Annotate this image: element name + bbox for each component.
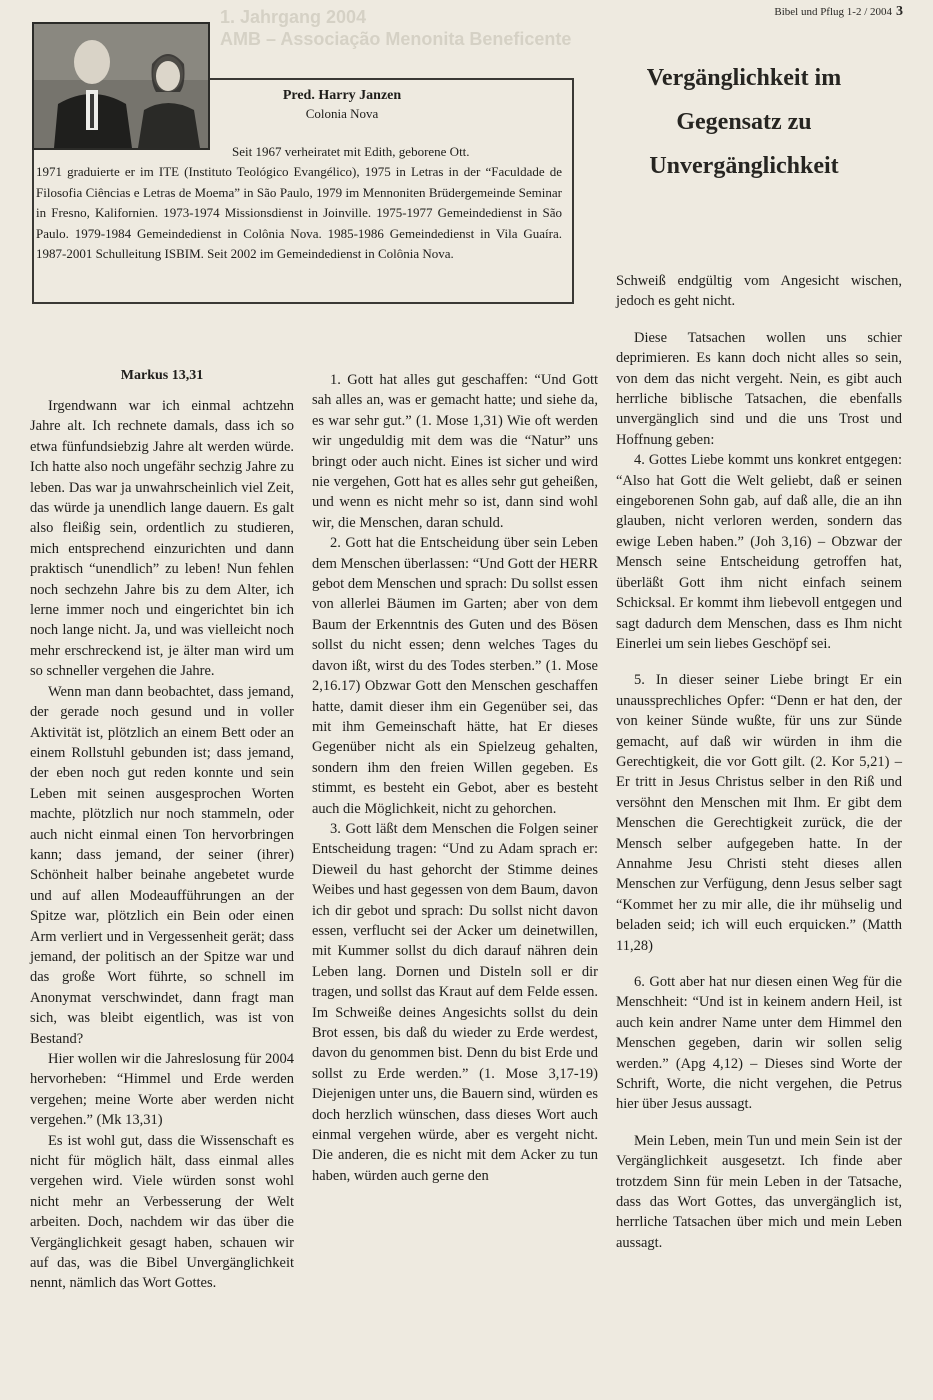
paragraph: Schweiß endgültig vom Angesicht wischen, jedoch es geht nicht. bbox=[616, 273, 902, 310]
paragraph: Hier wollen wir die Jahreslosung für 2004 hervorheben: “Himmel und Erde werden vergehen; meine Worte aber werden nicht vergehen.” (Mk 13,31) bbox=[30, 1051, 294, 1129]
portrait-image bbox=[34, 24, 208, 148]
paragraph: Irgendwann war ich einmal achtzehn Jahre alt. Ich rechnete damals, dass ich so etwa fünfundsiebzig Jahre alt werden würde. Ich hatte also noch ungefähr sechzig Jahre zu leben. Das war ja unwahrscheinlich viel Zeit, das würde ja unendlich lange dauern. Es galt also fleißig sein, ordentlich zu studieren, mich entsprechend einzurichten und dann praktisch “unendlich” zu leben! Nun fehlen noch sechzehn Jahre bis zu dem Alter, ich lerne immer noch und eingerichtet bin ich noch lange nicht. Ja, und was vielleicht noch mehr erschreckend ist, je älter man wird um so schneller vergehen die Jahre. bbox=[30, 398, 294, 680]
paragraph: 2. Gott hat die Entscheidung über sein Leben dem Menschen überlassen: “Und Gott der HERR gebot dem Menschen und sprach: Du sollst essen von allerlei Bäumen im Garten; aber von dem Baum der Erkenntnis des Guten und des Bösen sollst du nicht essen; denn welches Tages du davon ißt, wirst du des Todes sterben.” (1. Mose 2,16.17) Obzwar Gott den Menschen geschaffen hatte, damit dieser ihm ein Gegenüber sei, das mit ihm Gemeinschaft hätte, hat Er dieses Gegenüber nicht als ein Spielzeug gehalten, sondern ihm den freien Willen gegeben. Es stimmt, es besteht ein Gebot, aber es besteht auch die Möglichkeit, nicht zu gehorchen. bbox=[312, 535, 598, 817]
bleed-through-line: AMB – Associação Menonita Beneficente bbox=[220, 29, 572, 49]
journal-name: Bibel und Pflug 1-2 / 2004 bbox=[774, 6, 892, 18]
bio-text bbox=[36, 142, 562, 264]
paragraph: 5. In dieser seiner Liebe bringt Er ein unaussprechliches Opfer: “Denn er hat den, der von keiner Sünde wußte, für uns zur Sünde gemacht, auf daß wir würden in ihm die Gerechtigkeit, die vor Gott gilt. (2. Kor 5,21) – Er tritt in Jesus Christus selber in den Riß und versöhnt den Menschen mit Ihm. Er gibt dem Menschen die Gerechtigkeit zurück, die der Mensch selber aufgegeben hatte. In der Annahme Jesu Christi steht dieses allen Menschen zur Verfügung, denn Jesus selber sagt “Kommet her zu mir alle, die ihr mühselig und beladen seid; ich will euch erquicken.” (Matth 11,28) bbox=[616, 672, 902, 954]
paragraph: 1. Gott hat alles gut geschaffen: “Und Gott sah alles an, was er gemacht hatte; und siehe da, es war sehr gut.” (1. Mose 1,31) Wie oft werden wir ungeduldig mit dem was die “Natur” uns bringt oder auch nicht. Eines ist sicher und wird nie vergehen, Gott hat es alles sehr gut geheißen, und wenn es nicht mehr so ist, dann sind wohl wir, die Menschen, daran schuld. bbox=[312, 372, 598, 531]
paragraph: Mein Leben, mein Tun und mein Sein ist der Vergänglichkeit ausgesetzt. Ich finde aber trotzdem Sinn für mein Leben in der Tatsache, dass das Wort Gottes, das unvergänglich ist, herrliche Tatsachen über mich und mein Leben aussagt. bbox=[616, 1132, 902, 1251]
article-title: Vergänglichkeit im Gegensatz zu Unvergänglichkeit bbox=[646, 65, 842, 179]
scripture-subhead: Markus 13,31 bbox=[120, 368, 204, 383]
paragraph: Es ist wohl gut, dass die Wissenschaft es nicht für möglich hält, dass einmal alles vergehen wird. Viele würden sonst wohl nicht mehr an Verbesserung der Welt arbeiten. Doch, nachdem wir das über die Vergänglichkeit gesagt haben, schauen wir auf das, was die Bibel Unvergänglichkeit nennt, nämlich das Wort Gottes. bbox=[30, 1132, 294, 1292]
paragraph: 4. Gottes Liebe kommt uns konkret entgegen: “Also hat Gott die Welt geliebt, daß er seinen eingeborenen Sohn gab, auf daß alle, die an ihn glauben, nicht verloren werden, sondern das ewige Leben haben.” (Joh 3,16) – Obzwar der Mensch seine Entscheidung getroffen hat, überläßt Gott ihm nicht einfach seinem Schicksal. Er kommt ihm liebevoll entgegen und sagt dadurch dem Menschen, dass es Ihm nicht Einerlei um sein liebes Geschöpf sei. bbox=[616, 452, 902, 652]
paragraph: Diese Tatsachen wollen uns schier deprimieren. Es kann doch nicht alles so sein, von dem das nicht vergeht. Nein, es gibt auch herrliche biblische Tatsachen, die ebenfalls unvergänglich sind und die uns Trost und Hoffnung geben: bbox=[616, 329, 902, 448]
paragraph: 6. Gott aber hat nur diesen einen Weg für die Menschheit: “Und ist in keinem andern Heil, ist auch kein andrer Name unter dem Himmel den Menschen gegeben, darin wir sollen selig werden.” (Apg 4,12) – Dieses sind Worte der Schrift, Worte, die nicht vergehen, die Petrus hier über Jesus aussagt. bbox=[616, 974, 902, 1113]
column-1 bbox=[30, 366, 294, 1294]
bio-name: Pred. Harry Janzen bbox=[282, 88, 402, 103]
paragraph: 3. Gott läßt dem Menschen die Folgen seiner Entscheidung tragen: “Und zu Adam sprach er: Dieweil du hast gehorcht der Stimme deines Weibes und hast gegessen von dem Baum, davon ich dir gebot und sprach: Du sollst nicht davon essen, verflucht sei der Acker um deinetwillen, mit Kummer sollst du dich darauf nähren dein Leben lang. Dornen und Disteln soll er dir tragen, und sollst das Kraut auf dem Felde essen. Im Schweiße deines Angesichts sollst du dein Brot essen, bis daß du wieder zu Erde werdest, davon du genommen bist. Denn du bist Erde und sollst zu Erde werden.” (1. Mose 3,17-19) Diejenigen unter uns, die Bauern sind, würden es doch herzlich wünschen, dass dieses Wort auch einmal vergehen würde, aber es vergeht nicht. Die anderen, die es nicht mit dem Acker zu tun haben, würden auch gerne den bbox=[312, 820, 598, 1184]
bio-first-line: Seit 1967 verheiratet mit Edith, geborene Ott. bbox=[232, 144, 470, 159]
bio-place: Colonia Nova bbox=[305, 106, 379, 121]
column-2 bbox=[312, 370, 598, 1186]
bleed-through-text bbox=[220, 6, 860, 56]
column-3 bbox=[616, 271, 902, 1253]
paragraph: Wenn man dann beobachtet, dass jemand, der gerade noch gesund und in voller Aktivität ist, plötzlich an einem Bett oder an einem Rollstuhl gebunden ist; dass jemand, der eben noch gut reden konnte und sein Leben mit seinen ausgesprochen Worten machte, plötzlich nur noch stammeln, oder auch nicht einmal einen Ton hervorbringen kann; dass jemand, der seiner (ihrer) Schönheit halber beinahe angebetet wurde und auf allen Modeaufführungen an der Spitze war, plötzlich ein Bein oder einen Arm verliert und in Vergessenheit gerät; dass jemand, der politisch an der Spitze war und das große Wort führte, so schnell im Anonymat verschwindet, dann fragt man sich, was bleibt eigentlich, was ist von Bestand? bbox=[30, 683, 294, 1047]
page-number: 3 bbox=[896, 4, 903, 19]
bio-body: 1971 graduierte er im ITE (Instituto Teológico Evangélico), 1975 in Letras in der “Faculdade de Filosofia Ciências e Letras de Moema” in São Paulo, 1979 im Mennoniten Brüdergemeinde Seminar in Fresno, Kalifornien. 1973-1974 Missionsdienst in Joinville. 1975-1977 Gemeindedienst in São Paulo. 1979-1984 Gemeindedienst in Colônia Nova. 1985-1986 Gemeindedienst in Vila Guaíra. 1987-2001 Schulleitung ISBIM. Seit 2002 im Gemeindedienst in Colônia Nova. bbox=[36, 164, 562, 262]
author-photo bbox=[32, 22, 210, 150]
bleed-through-line: 1. Jahrgang 2004 bbox=[220, 7, 367, 27]
